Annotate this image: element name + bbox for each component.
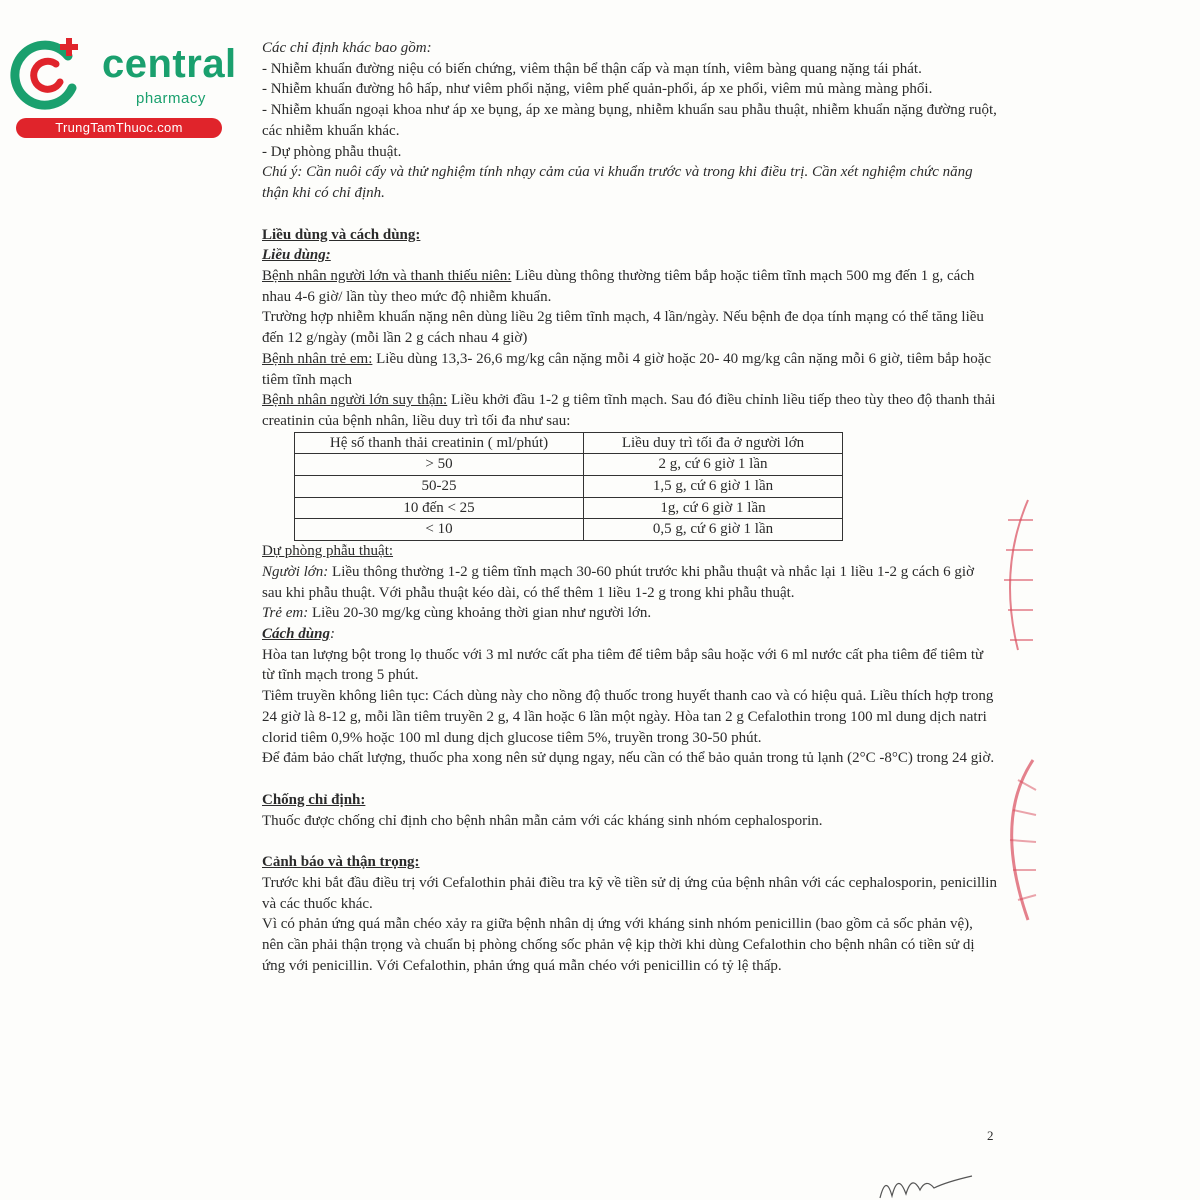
child-dose-label: Bệnh nhân trẻ em:	[262, 350, 373, 367]
prophylaxis-label: Dự phòng phẫu thuật:	[262, 543, 394, 560]
table-header: Hệ số thanh thải creatinin ( ml/phút)	[295, 432, 584, 454]
administration-heading: Cách dùng	[262, 625, 330, 642]
other-indications-heading: Các chỉ định khác bao gồm	[262, 40, 427, 56]
table-cell: 50-25	[295, 476, 584, 498]
brand-url[interactable]: TrungTamThuoc.com	[16, 118, 222, 138]
page-number: 2	[987, 1128, 994, 1143]
prophylaxis-adult-text: Liều thông thường 1-2 g tiêm tĩnh mạch 30-60 phút trước khi phẫu thuật và nhắc lại 1 liều 1-2 g cách 6 giờ sau khi phẫu thuật. Với phẫu thuật kéo dài, có thể thêm 1 liều 1-2 g trong khi phẫu thuật.	[262, 563, 975, 601]
administration-paragraph: Tiêm truyền không liên tục: Cách dùng này cho nồng độ thuốc trong huyết thanh cao và có hiệu quả. Liều thích hợp trong 24 giờ là 8-12 g, mỗi lần tiêm truyền 2 g, 4 lần hoặc 6 lần một ngày. Hòa tan 2 g Cefalothin trong 100 ml dung dịch natri clorid tiêm 0,9% hoặc 100 ml dung dịch glucose tiêm 5%, truyền trong 30-50 phút.	[262, 688, 994, 746]
table-cell: 1g, cứ 6 giờ 1 lần	[584, 497, 843, 519]
indication-item: - Nhiễm khuẩn đường niệu có biến chứng, viêm thận bể thận cấp và mạn tính, viêm bàng quang nặng tái phát.	[262, 60, 922, 77]
signature-image	[876, 1168, 986, 1200]
warnings-paragraph: Vì có phản ứng quá mẫn chéo xảy ra giữa bệnh nhân dị ứng với kháng sinh nhóm penicillin (bao gồm cả sốc phản vệ), nên cần phải thận trọng và chuẩn bị phòng chống sốc phản vệ kịp thời khi dùng Cefalothin cho bệnh nhân có tiền sử dị ứng với penicillin. Với Cefalothin, phản ứng quá mẫn chéo với penicillin có tỷ lệ thấp.	[262, 916, 975, 974]
table-cell: 2 g, cứ 6 giờ 1 lần	[584, 454, 843, 476]
indication-item: - Nhiễm khuẩn đường hô hấp, như viêm phổi nặng, viêm phế quản-phổi, áp xe phổi, viêm mủ màng màng phổi.	[262, 81, 933, 98]
company-stamp-image	[988, 480, 1038, 940]
brand-name: central	[102, 42, 237, 86]
table-row	[295, 454, 843, 476]
brand-sub: pharmacy	[136, 90, 206, 107]
renal-dose-table	[294, 432, 843, 542]
table-row	[295, 497, 843, 519]
indication-item: - Nhiễm khuẩn ngoại khoa như áp xe bụng, áp xe màng bụng, nhiễm khuẩn sau phẫu thuật, nhiễm khuẩn nặng đường ruột, các nhiễm khuẩn khác.	[262, 102, 997, 139]
table-cell: > 50	[295, 454, 584, 476]
table-cell: 0,5 g, cứ 6 giờ 1 lần	[584, 519, 843, 541]
indication-note: Chú ý: Cần nuôi cấy và thử nghiệm tính nhạy cảm của vi khuẩn trước và trong khi điều trị. Cần xét nghiệm chức năng thận khi có chỉ định.	[262, 164, 973, 201]
brand-logo	[10, 36, 237, 146]
administration-paragraph: Hòa tan lượng bột trong lọ thuốc với 3 ml nước cất pha tiêm để tiêm bắp sâu hoặc với 6 ml nước cất pha tiêm để tiêm từ từ tĩnh mạch trong 5 phút.	[262, 646, 984, 684]
table-cell: 1,5 g, cứ 6 giờ 1 lần	[584, 476, 843, 498]
dosage-heading: Liều dùng và cách dùng:	[262, 226, 421, 243]
central-pharmacy-logo-icon	[10, 36, 88, 114]
adult-dose-text: Liều dùng thông thường tiêm bắp hoặc tiêm tĩnh mạch 500 mg đến 1 g, cách nhau 4-6 giờ/ lần tùy theo mức độ nhiễm khuẩn.	[262, 268, 975, 305]
table-cell: < 10	[295, 519, 584, 541]
contraindications-text: Thuốc được chống chỉ định cho bệnh nhân mẫn cảm với các kháng sinh nhóm cephalosporin.	[262, 812, 823, 829]
severe-dose-text: Trường hợp nhiễm khuẩn nặng nên dùng liều 2g tiêm tĩnh mạch, 4 lần/ngày. Nếu bệnh đe dọa tính mạng có thể tăng liều đến 12 g/ngày (mỗi lần 2 g cách nhau 4 giờ)	[262, 309, 984, 347]
table-header: Liều duy trì tối đa ở người lớn	[584, 432, 843, 454]
table-row	[295, 476, 843, 498]
warnings-paragraph: Trước khi bắt đầu điều trị với Cefalothin phải điều tra kỹ về tiền sử dị ứng của bệnh nhân với các cephalosporin, penicillin và các thuốc khác.	[262, 875, 997, 912]
dosage-subheading: Liều dùng:	[262, 247, 331, 264]
contraindications-heading: Chống chỉ định:	[262, 791, 366, 808]
administration-paragraph: Để đảm bảo chất lượng, thuốc pha xong nên sử dụng ngay, nếu cần có thể bảo quản trong tủ lạnh (2°C -8°C) trong 24 giờ.	[262, 750, 995, 767]
warnings-heading: Cảnh báo và thận trọng:	[262, 854, 420, 871]
table-row	[295, 519, 843, 541]
prophylaxis-adult-label: Người lớn:	[262, 563, 329, 580]
renal-dose-label: Bệnh nhân người lớn suy thận:	[262, 392, 448, 409]
adult-dose-label: Bệnh nhân người lớn và thanh thiếu niên:	[262, 268, 512, 285]
prophylaxis-child-label: Trẻ em:	[262, 605, 309, 622]
renal-dose-text: Liều khởi đầu 1-2 g tiêm tĩnh mạch. Sau đó điều chỉnh liều tiếp theo tùy theo độ thanh thải creatinin của bệnh nhân, liều duy trì tối đa như sau:	[262, 392, 996, 429]
document-body: Các chỉ định khác bao gồm: - Nhiễm khuẩn đường niệu có biến chứng, viêm thận bể thận cấp và mạn tính, viêm bàng quang nặng tái phát. - Nhiễm khuẩn đường hô hấp, như viêm phổi nặng, viêm phế quản-phổi, áp xe phổi, viêm mủ màng màng phổi. - Nhiễm khuẩn ngoại khoa như áp xe bụng, áp xe màng bụng, nhiễm khuẩn sau phẫu thuật, nhiễm khuẩn nặng đường ruột, các nhiễm khuẩn khác. - Dự phòng phẫu thuật. Chú ý: Cần nuôi cấy và thử nghiệm tính nhạy cảm của vi khuẩn trước và trong khi điều trị. Cần xét nghiệm chức năng thận khi có chỉ định. Liều dùng và cách dùng: Liều dùng: Bệnh nhân người lớn và thanh thiếu niên: Liều dùng thông thường tiêm bắp hoặc tiêm tĩnh mạch 500 mg đến 1 g, cách nhau 4-6 giờ/ lần tùy theo mức độ nhiễm khuẩn. Trường hợp nhiễm khuẩn nặng nên dùng liều 2g tiêm tĩnh mạch, 4 lần/ngày. Nếu bệnh đe dọa tính mạng có thể tăng liều đến 12 g/ngày (mỗi lần 2 g cách nhau 4 giờ) Bệnh nhân trẻ em: Liều dùng 13,3- 26,6 mg/kg cân nặng mỗi 4 giờ hoặc 20- 40 mg/kg cân nặng mỗi 6 giờ, tiêm bắp hoặc tiêm tĩnh mạch Bệnh nhân người lớn suy thận: Liều khởi đầu 1-2 g tiêm tĩnh mạch. Sau đó điều chỉnh liều tiếp theo tùy theo độ thanh thải creatinin của bệnh nhân, liều duy trì tối đa như sau: Hệ số thanh thải creatinin ( ml/phút) Liều duy trì tối đa ở người lớn > 50 2 g, cứ 6 giờ 1 lần 50-25 1,5 g, cứ 6 giờ 1 lần 10 đến < 25 1g, cứ 6 giờ 1 lần < 10 0,5 g, cứ 6 giờ 1 lần Dự phòng phẫu thuật: Người lớn: Liều thông thường 1-2 g tiêm tĩnh mạch 30-60 phút trước khi phẫu thuật và nhắc lại 1 liều 1-2 g cách 6 giờ sau khi phẫu thuật. Với phẫu thuật kéo dài, có thể thêm 1 liều 1-2 g trong khi phẫu thuật. Trẻ em: Liều 20-30 mg/kg cùng khoảng thời gian như người lớn. Cách dùng: Hòa tan lượng bột trong lọ thuốc với 3 ml nước cất pha tiêm để tiêm bắp sâu hoặc với 6 ml nước cất pha tiêm để tiêm từ từ tĩnh mạch trong 5 phút. Tiêm truyền không liên tục: Cách dùng này cho nồng độ thuốc trong huyết thanh cao và có hiệu quả. Liều thích hợp trong 24 giờ là 8-12 g, mỗi lần tiêm truyền 2 g, 4 lần hoặc 6 lần một ngày. Hòa tan 2 g Cefalothin trong 100 ml dung dịch natri clorid tiêm 0,9% hoặc 100 ml dung dịch glucose tiêm 5%, truyền trong 30-50 phút. Để đảm bảo chất lượng, thuốc pha xong nên sử dụng ngay, nếu cần có thể bảo quản trong tủ lạnh (2°C -8°C) trong 24 giờ. Chống chỉ định: Thuốc được chống chỉ định cho bệnh nhân mẫn cảm với các kháng sinh nhóm cephalosporin. Cảnh báo và thận trọng: Trước khi bắt đầu điều trị với Cefalothin phải điều tra kỹ về tiền sử dị ứng của bệnh nhân với các cephalosporin, penicillin và các thuốc khác. Vì có phản ứng quá mẫn chéo xảy ra giữa bệnh nhân dị ứng với kháng sinh nhóm penicillin (bao gồm cả sốc phản vệ), nên cần phải thận trọng và chuẩn bị phòng chống sốc phản vệ kịp thời khi dùng Cefalothin cho bệnh nhân có tiền sử dị ứng với penicillin. Với Cefalothin, phản ứng quá mẫn chéo với penicillin có tỷ lệ thấp.	[262, 38, 997, 977]
child-dose-text: Liều dùng 13,3- 26,6 mg/kg cân nặng mỗi 4 giờ hoặc 20- 40 mg/kg cân nặng mỗi 6 giờ, tiêm bắp hoặc tiêm tĩnh mạch	[262, 350, 992, 388]
indication-item: - Dự phòng phẫu thuật.	[262, 143, 402, 160]
table-cell: 10 đến < 25	[295, 497, 584, 519]
table-header-row	[295, 432, 843, 454]
prophylaxis-child-text: Liều 20-30 mg/kg cùng khoảng thời gian như người lớn.	[308, 605, 652, 622]
